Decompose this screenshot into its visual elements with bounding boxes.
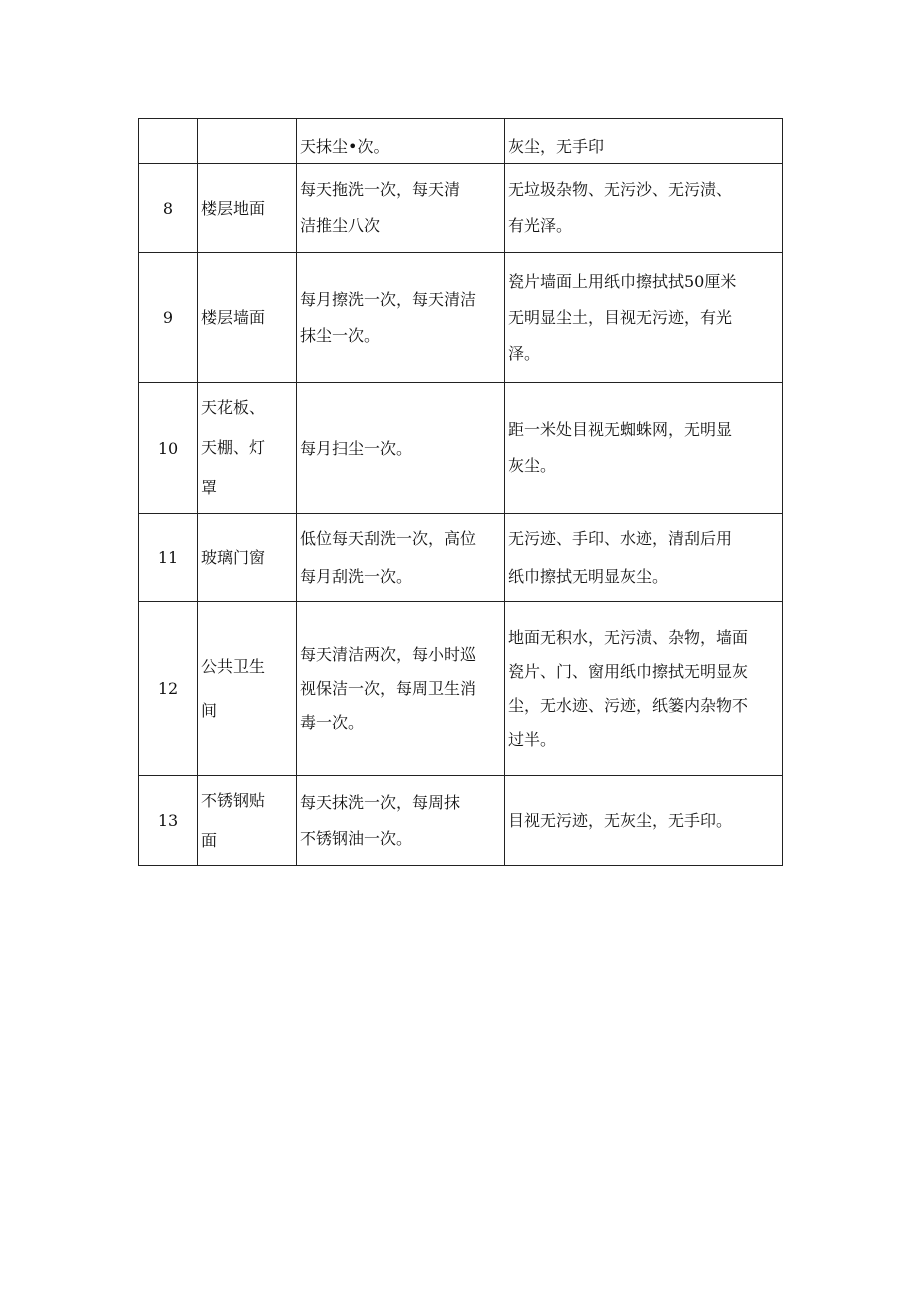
table-row [139,776,783,866]
quality-standard: 距一米处目视无蜘蛛网，无明显 灰尘。 [505,383,783,514]
cleaning-frequency: 每天抹洗一次，每周抹 不锈钢油一次。 [297,776,505,866]
row-number: 9 [139,253,198,383]
table-row [139,602,783,776]
quality-standard: 灰尘，无手印 [505,119,783,164]
table-row [139,164,783,253]
cleaning-area [198,119,297,164]
quality-standard: 瓷片墙面上用纸巾擦拭拭50厘米 无明显尘土，目视无污迹，有光 泽。 [505,253,783,383]
quality-standard: 地面无积水，无污渍、杂物，墙面 瓷片、门、窗用纸巾擦拭无明显灰 尘，无水迹、污迹，纸篓内杂物不 过半。 [505,602,783,776]
cleaning-frequency: 每天拖洗一次，每天清 洁推尘八次 [297,164,505,253]
cleaning-frequency: 天抹尘•次。 [297,119,505,164]
row-number [139,119,198,164]
cleaning-area: 不锈钢贴 面 [198,776,297,866]
table-row [139,383,783,514]
table-row [139,253,783,383]
cleaning-frequency: 每月擦洗一次，每天清洁 抹尘一次。 [297,253,505,383]
row-number: 10 [139,383,198,514]
row-number: 11 [139,514,198,602]
cleaning-frequency: 每月扫尘一次。 [297,383,505,514]
cleaning-standards-table [138,118,783,866]
cleaning-frequency: 低位每天刮洗一次，高位 每月刮洗一次。 [297,514,505,602]
cleaning-area: 公共卫生 间 [198,602,297,776]
cleaning-frequency: 每天清洁两次，每小时巡 视保洁一次，每周卫生消 毒一次。 [297,602,505,776]
cleaning-area: 天花板、 天棚、灯 罩 [198,383,297,514]
cleaning-area: 楼层地面 [198,164,297,253]
row-number: 12 [139,602,198,776]
cleaning-area: 楼层墙面 [198,253,297,383]
table-row [139,119,783,164]
quality-standard: 无污迹、手印、水迹，清刮后用 纸巾擦拭无明显灰尘。 [505,514,783,602]
cleaning-area: 玻璃门窗 [198,514,297,602]
row-number: 8 [139,164,198,253]
row-number: 13 [139,776,198,866]
quality-standard: 无垃圾杂物、无污沙、无污渍、 有光泽。 [505,164,783,253]
quality-standard: 目视无污迹，无灰尘，无手印。 [505,776,783,866]
table-row [139,514,783,602]
